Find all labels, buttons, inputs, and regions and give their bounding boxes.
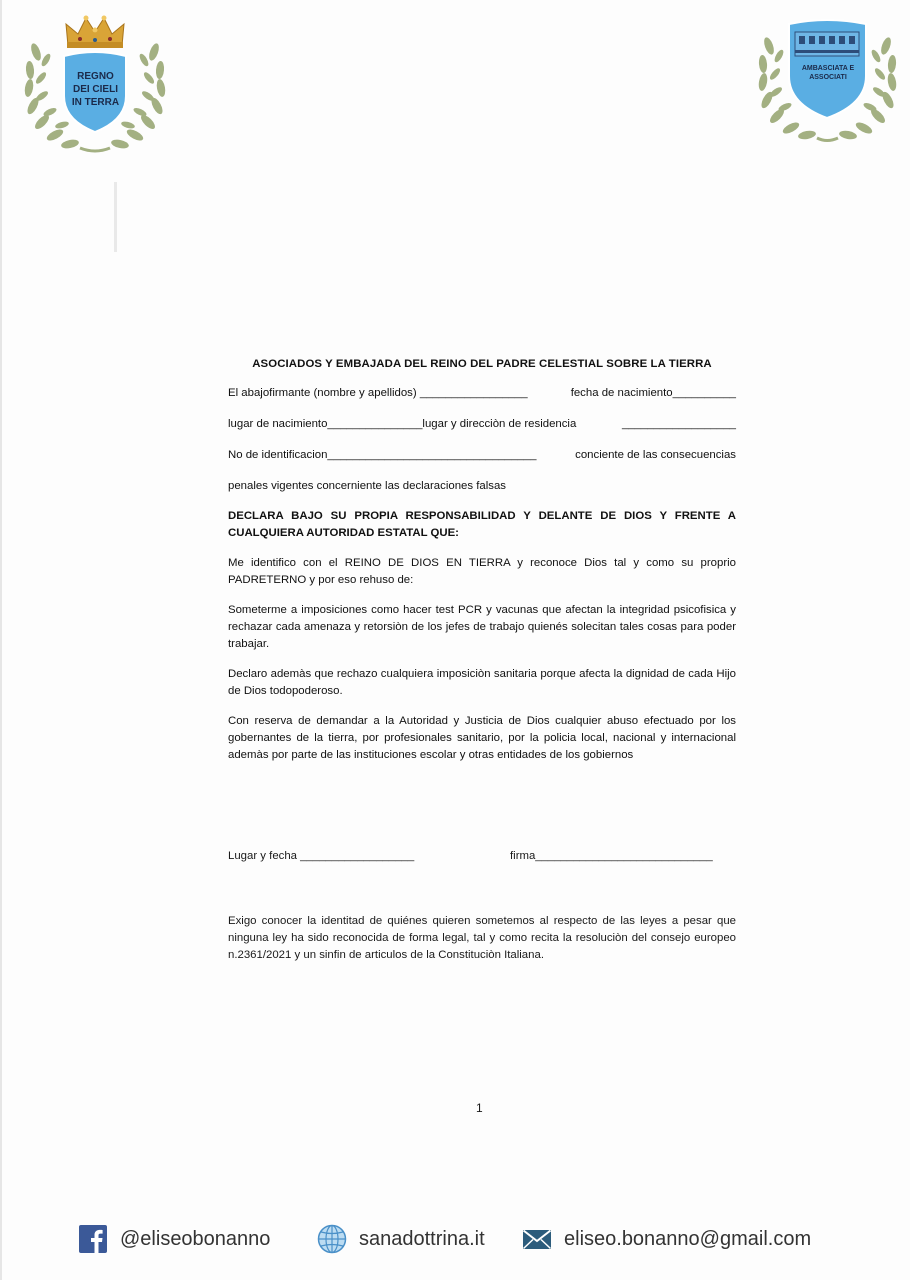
- consequences-text: conciente de las consecuencias: [575, 449, 736, 461]
- footer-email[interactable]: [522, 1222, 811, 1256]
- footer-contacts: [0, 1222, 910, 1262]
- paragraph-final-demand: Exigo conocer la identitad de quiénes quieren sometemos al respecto de las leyes a pesar que ninguna ley ha sido reconocida de forma legal, tal y como recita la resoluciòn del consejo europeo n.2361/2021 y un sinfin de articulos de la Constituciòn Italiana.: [228, 915, 736, 961]
- left-emblem: [20, 12, 170, 160]
- paragraph-sanitary: Declaro ademàs que rechazo cualquiera imposiciòn sanitaria porque afecta la dignidad de cada Hijo de Dios todopoderoso.: [228, 668, 736, 697]
- id-number-line: [228, 447, 736, 464]
- paragraph-refusal: Someterme a imposiciones como hacer test PCR y vacunas que afectan la integridad psicofisica y rechazar cada amenaza y retorsiòn de los jefes de trabajo quienés solecitan tales cosas para poder trabajar.: [228, 604, 736, 650]
- paragraph-identification: Me identifico con el REINO DE DIOS EN TIERRA y reconoce Dios tal y como su proprio PADRETERNO y por eso rehuso de:: [228, 557, 736, 586]
- website-url: sanadottrina.it: [359, 1227, 485, 1250]
- place-date-field: Lugar y fecha __________________: [228, 850, 415, 862]
- page-number: 1: [476, 1101, 483, 1115]
- left-shield-text: REGNO DEI CIELI IN TERRA: [71, 71, 120, 108]
- facebook-handle: @eliseobonanno: [120, 1227, 271, 1250]
- declaration-heading: DECLARA BAJO SU PROPIA RESPONSABILIDAD Y DELANTE DE DIOS Y FRENTE A CUALQUIERA AUTORIDAD ESTATAL QUE:: [228, 510, 736, 539]
- residence-field-blank: __________________: [621, 418, 736, 430]
- footer-website[interactable]: [317, 1222, 485, 1256]
- page-edge: [0, 0, 2, 1280]
- name-field-label: El abajofirmante (nombre y apellidos) _________________: [228, 387, 528, 399]
- birthdate-field-label: fecha de nacimiento__________: [570, 387, 736, 399]
- scan-artifact-line: [114, 182, 117, 252]
- envelope-icon: [522, 1224, 552, 1254]
- right-emblem: [755, 14, 900, 146]
- footer-facebook[interactable]: [78, 1222, 270, 1256]
- id-field-label: No de identificacion_________________________________: [228, 449, 537, 461]
- document-body: [228, 356, 736, 777]
- signature-field: firma____________________________: [510, 850, 713, 862]
- paragraph-reserve: Con reserva de demandar a la Autoridad y Justicia de Dios cualquier abuso efectuado por los gobernantes de la tierra, por profesionales sanitario, por la policia local, nacional y internacional ademàs por parte de las instituciones escolar y otras entidades de los gobiernos: [228, 715, 736, 761]
- email-address: eliseo.bonanno@gmail.com: [564, 1227, 812, 1250]
- globe-icon: [317, 1224, 347, 1254]
- facebook-icon: [78, 1224, 108, 1254]
- birthplace-field-label: lugar de nacimiento_______________lugar y direcciòn de residencia: [228, 418, 577, 430]
- document-title: ASOCIADOS Y EMBAJADA DEL REINO DEL PADRE CELESTIAL SOBRE LA TIERRA: [252, 358, 712, 370]
- right-shield-text: AMBASCIATA E ASSOCIATI: [801, 65, 855, 81]
- birthplace-residence-line: [228, 416, 736, 433]
- false-declarations-text: penales vigentes concerniente las declaraciones falsas: [228, 480, 506, 492]
- name-birthdate-line: [228, 385, 736, 402]
